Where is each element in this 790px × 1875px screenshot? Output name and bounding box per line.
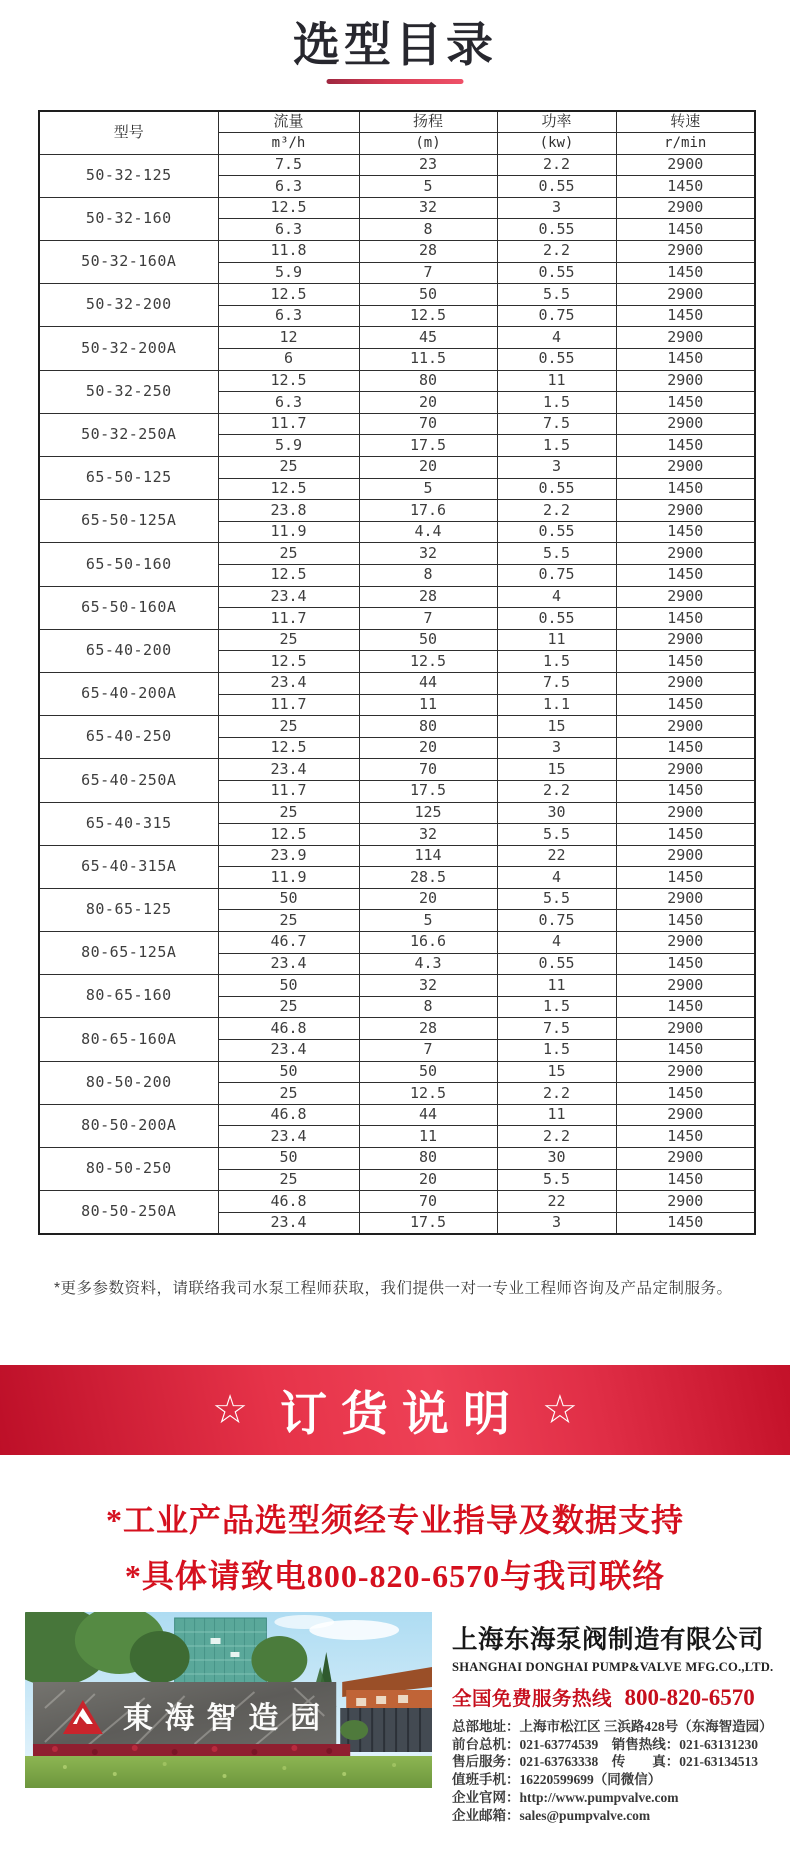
value-cell: 23.4 — [218, 759, 359, 781]
value-cell: 5 — [359, 910, 497, 932]
value-cell: 2900 — [616, 629, 755, 651]
value-cell: 1450 — [616, 1083, 755, 1105]
contact-line: 值班手机：16220599699（同微信） — [452, 1772, 662, 1788]
value-cell: 17.5 — [359, 780, 497, 802]
value-cell: 1450 — [616, 996, 755, 1018]
value-cell: 23.4 — [218, 672, 359, 694]
order-notices — [0, 1492, 790, 1604]
value-cell: 45 — [359, 327, 497, 349]
value-cell: 28 — [359, 241, 497, 263]
page-title: 选型目录 — [293, 18, 497, 71]
value-cell: 0.55 — [497, 521, 616, 543]
spec-table — [38, 110, 756, 1235]
value-cell: 1.5 — [497, 651, 616, 673]
value-cell: 11.9 — [218, 867, 359, 889]
model-cell: 65-50-125A — [39, 500, 218, 543]
order-banner — [0, 1365, 790, 1455]
value-cell: 25 — [218, 457, 359, 479]
value-cell: 2900 — [616, 888, 755, 910]
value-cell: 12.5 — [218, 564, 359, 586]
value-cell: 28.5 — [359, 867, 497, 889]
value-cell: 12.5 — [359, 1083, 497, 1105]
value-cell: 2.2 — [497, 241, 616, 263]
table-row — [39, 154, 755, 176]
value-cell: 5.5 — [497, 1169, 616, 1191]
model-cell: 65-40-315A — [39, 845, 218, 888]
value-cell: 25 — [218, 629, 359, 651]
model-cell: 80-50-250A — [39, 1191, 218, 1234]
value-cell: 5.5 — [497, 824, 616, 846]
table-row — [39, 759, 755, 781]
value-cell: 4 — [497, 586, 616, 608]
table-row — [39, 370, 755, 392]
value-cell: 0.75 — [497, 305, 616, 327]
header-flow: 流量 — [218, 111, 359, 133]
model-cell: 50-32-160A — [39, 241, 218, 284]
value-cell: 20 — [359, 392, 497, 414]
value-cell: 1450 — [616, 1212, 755, 1234]
value-cell: 22 — [497, 1191, 616, 1213]
value-cell: 12.5 — [359, 651, 497, 673]
value-cell: 11.7 — [218, 694, 359, 716]
spec-table-body — [39, 154, 755, 1234]
table-row — [39, 629, 755, 651]
model-cell: 65-40-200A — [39, 672, 218, 715]
photo-sign-text: 東海智造园 — [122, 1701, 333, 1736]
value-cell: 0.55 — [497, 608, 616, 630]
value-cell: 1450 — [616, 910, 755, 932]
value-cell: 7 — [359, 608, 497, 630]
value-cell: 125 — [359, 802, 497, 824]
value-cell: 50 — [359, 629, 497, 651]
value-cell: 20 — [359, 737, 497, 759]
value-cell: 46.7 — [218, 932, 359, 954]
header-head-unit: (m) — [359, 133, 497, 155]
value-cell: 4.4 — [359, 521, 497, 543]
value-cell: 20 — [359, 888, 497, 910]
value-cell: 28 — [359, 586, 497, 608]
value-cell: 2900 — [616, 284, 755, 306]
value-cell: 80 — [359, 716, 497, 738]
value-cell: 6.3 — [218, 392, 359, 414]
value-cell: 11 — [497, 370, 616, 392]
model-cell: 80-65-160 — [39, 975, 218, 1018]
value-cell: 2900 — [616, 845, 755, 867]
value-cell: 7.5 — [497, 672, 616, 694]
value-cell: 12 — [218, 327, 359, 349]
model-cell: 65-40-250A — [39, 759, 218, 802]
value-cell: 8 — [359, 219, 497, 241]
value-cell: 11.5 — [359, 349, 497, 371]
value-cell: 11 — [497, 1104, 616, 1126]
table-row — [39, 672, 755, 694]
value-cell: 11 — [359, 1126, 497, 1148]
value-cell: 17.5 — [359, 435, 497, 457]
value-cell: 5 — [359, 478, 497, 500]
value-cell: 2.2 — [497, 500, 616, 522]
value-cell: 12.5 — [218, 737, 359, 759]
value-cell: 32 — [359, 824, 497, 846]
value-cell: 23 — [359, 154, 497, 176]
value-cell: 15 — [497, 716, 616, 738]
table-row — [39, 1191, 755, 1213]
value-cell: 6.3 — [218, 305, 359, 327]
value-cell: 5.9 — [218, 262, 359, 284]
value-cell: 2900 — [616, 802, 755, 824]
value-cell: 7 — [359, 1040, 497, 1062]
value-cell: 80 — [359, 370, 497, 392]
value-cell: 17.5 — [359, 1212, 497, 1234]
value-cell: 6.3 — [218, 176, 359, 198]
value-cell: 4 — [497, 327, 616, 349]
value-cell: 1450 — [616, 780, 755, 802]
value-cell: 1450 — [616, 953, 755, 975]
value-cell: 5 — [359, 176, 497, 198]
notice-line-2: *具体请致电800-820-6570与我司联络 — [124, 1558, 666, 1594]
value-cell: 1450 — [616, 867, 755, 889]
table-row — [39, 327, 755, 349]
table-row — [39, 1018, 755, 1040]
model-cell: 50-32-125 — [39, 154, 218, 197]
value-cell: 5.5 — [497, 543, 616, 565]
value-cell: 4.3 — [359, 953, 497, 975]
value-cell: 5.5 — [497, 888, 616, 910]
value-cell: 50 — [218, 888, 359, 910]
table-row — [39, 284, 755, 306]
value-cell: 1450 — [616, 651, 755, 673]
value-cell: 25 — [218, 1083, 359, 1105]
value-cell: 2900 — [616, 370, 755, 392]
model-cell: 50-32-250A — [39, 413, 218, 456]
table-row — [39, 932, 755, 954]
value-cell: 11 — [497, 975, 616, 997]
value-cell: 2900 — [616, 672, 755, 694]
value-cell: 12.5 — [218, 651, 359, 673]
value-cell: 22 — [497, 845, 616, 867]
value-cell: 2900 — [616, 241, 755, 263]
value-cell: 1.5 — [497, 996, 616, 1018]
value-cell: 11 — [359, 694, 497, 716]
value-cell: 2900 — [616, 1061, 755, 1083]
value-cell: 0.55 — [497, 176, 616, 198]
header-model: 型号 — [39, 111, 218, 154]
value-cell: 4 — [497, 867, 616, 889]
value-cell: 7.5 — [497, 413, 616, 435]
value-cell: 20 — [359, 1169, 497, 1191]
value-cell: 1450 — [616, 564, 755, 586]
value-cell: 8 — [359, 996, 497, 1018]
value-cell: 30 — [497, 1148, 616, 1170]
value-cell: 3 — [497, 1212, 616, 1234]
value-cell: 2900 — [616, 716, 755, 738]
model-cell: 65-50-160 — [39, 543, 218, 586]
table-row — [39, 975, 755, 997]
value-cell: 2900 — [616, 932, 755, 954]
model-cell: 65-40-200 — [39, 629, 218, 672]
value-cell: 1450 — [616, 262, 755, 284]
value-cell: 12.5 — [218, 478, 359, 500]
value-cell: 12.5 — [218, 197, 359, 219]
value-cell: 46.8 — [218, 1018, 359, 1040]
table-row — [39, 888, 755, 910]
contact-lines — [452, 1718, 773, 1824]
star-left-icon: ☆ — [212, 1388, 248, 1432]
value-cell: 25 — [218, 716, 359, 738]
value-cell: 2.2 — [497, 1126, 616, 1148]
value-cell: 23.4 — [218, 586, 359, 608]
value-cell: 70 — [359, 1191, 497, 1213]
value-cell: 0.55 — [497, 262, 616, 284]
value-cell: 1450 — [616, 435, 755, 457]
value-cell: 11.7 — [218, 413, 359, 435]
value-cell: 11.7 — [218, 780, 359, 802]
value-cell: 0.55 — [497, 349, 616, 371]
table-row — [39, 241, 755, 263]
value-cell: 1450 — [616, 392, 755, 414]
header-row-1 — [39, 111, 755, 133]
value-cell: 0.55 — [497, 219, 616, 241]
value-cell: 44 — [359, 1104, 497, 1126]
value-cell: 1450 — [616, 737, 755, 759]
header-power: 功率 — [497, 111, 616, 133]
model-cell: 65-40-315 — [39, 802, 218, 845]
spec-table-wrap — [38, 110, 754, 1235]
value-cell: 1450 — [616, 608, 755, 630]
value-cell: 44 — [359, 672, 497, 694]
table-row — [39, 1061, 755, 1083]
photo-sign-wall — [33, 1682, 336, 1750]
value-cell: 50 — [218, 975, 359, 997]
value-cell: 1450 — [616, 694, 755, 716]
value-cell: 23.9 — [218, 845, 359, 867]
model-cell: 80-65-125A — [39, 932, 218, 975]
table-row — [39, 197, 755, 219]
photo-lawn — [25, 1756, 432, 1788]
hotline — [452, 1683, 767, 1711]
header-power-unit: (kw) — [497, 133, 616, 155]
value-cell: 0.55 — [497, 478, 616, 500]
banner-title: 订货说明 — [280, 1386, 524, 1440]
value-cell: 23.4 — [218, 1126, 359, 1148]
value-cell: 2900 — [616, 1148, 755, 1170]
model-cell: 80-50-200A — [39, 1104, 218, 1147]
value-cell: 25 — [218, 910, 359, 932]
value-cell: 1450 — [616, 1040, 755, 1062]
value-cell: 0.75 — [497, 564, 616, 586]
hotline-number: 800-820-6570 — [624, 1685, 755, 1710]
value-cell: 3 — [497, 197, 616, 219]
value-cell: 25 — [218, 996, 359, 1018]
value-cell: 3 — [497, 737, 616, 759]
value-cell: 12.5 — [218, 824, 359, 846]
notice-line-1: *工业产品选型须经专业指导及数据支持 — [105, 1502, 684, 1538]
value-cell: 1450 — [616, 824, 755, 846]
header-flow-unit: m³/h — [218, 133, 359, 155]
value-cell: 1.5 — [497, 435, 616, 457]
model-cell: 65-40-250 — [39, 716, 218, 759]
table-row — [39, 716, 755, 738]
value-cell: 2900 — [616, 759, 755, 781]
header-head: 扬程 — [359, 111, 497, 133]
value-cell: 2900 — [616, 975, 755, 997]
value-cell: 12.5 — [218, 284, 359, 306]
value-cell: 1450 — [616, 176, 755, 198]
table-row — [39, 457, 755, 479]
value-cell: 23.4 — [218, 953, 359, 975]
value-cell: 28 — [359, 1018, 497, 1040]
value-cell: 50 — [218, 1061, 359, 1083]
value-cell: 32 — [359, 975, 497, 997]
value-cell: 2.2 — [497, 1083, 616, 1105]
value-cell: 11.8 — [218, 241, 359, 263]
table-row — [39, 500, 755, 522]
photo-cloud — [274, 1615, 334, 1629]
value-cell: 12.5 — [218, 370, 359, 392]
value-cell: 1.5 — [497, 392, 616, 414]
value-cell: 2.2 — [497, 780, 616, 802]
value-cell: 70 — [359, 759, 497, 781]
company-photo — [25, 1612, 432, 1788]
value-cell: 2.2 — [497, 154, 616, 176]
header-speed: 转速 — [616, 111, 755, 133]
value-cell: 0.55 — [497, 953, 616, 975]
value-cell: 2900 — [616, 586, 755, 608]
table-row — [39, 845, 755, 867]
value-cell: 23.8 — [218, 500, 359, 522]
value-cell: 7 — [359, 262, 497, 284]
value-cell: 3 — [497, 457, 616, 479]
value-cell: 8 — [359, 564, 497, 586]
value-cell: 7.5 — [497, 1018, 616, 1040]
value-cell: 2900 — [616, 500, 755, 522]
value-cell: 70 — [359, 413, 497, 435]
model-cell: 65-50-160A — [39, 586, 218, 629]
value-cell: 2900 — [616, 543, 755, 565]
table-row — [39, 413, 755, 435]
value-cell: 30 — [497, 802, 616, 824]
value-cell: 25 — [218, 543, 359, 565]
value-cell: 11.9 — [218, 521, 359, 543]
value-cell: 46.8 — [218, 1104, 359, 1126]
value-cell: 32 — [359, 197, 497, 219]
value-cell: 32 — [359, 543, 497, 565]
photo-gate — [340, 1708, 432, 1752]
value-cell: 1450 — [616, 349, 755, 371]
value-cell: 20 — [359, 457, 497, 479]
value-cell: 50 — [218, 1148, 359, 1170]
contact-line: 企业邮箱：sales@pumpvalve.com — [452, 1807, 651, 1823]
model-cell: 50-32-200 — [39, 284, 218, 327]
header-speed-unit: r/min — [616, 133, 755, 155]
model-cell: 80-50-250 — [39, 1148, 218, 1191]
model-cell: 80-65-125 — [39, 888, 218, 931]
model-cell: 50-32-250 — [39, 370, 218, 413]
value-cell: 15 — [497, 1061, 616, 1083]
value-cell: 1.1 — [497, 694, 616, 716]
model-cell: 50-32-200A — [39, 327, 218, 370]
table-row — [39, 586, 755, 608]
value-cell: 1450 — [616, 305, 755, 327]
title-underline — [327, 79, 464, 84]
value-cell: 114 — [359, 845, 497, 867]
contact-line: 总部地址：上海市松江区 三浜路428号（东海智造园） — [452, 1719, 773, 1734]
value-cell: 25 — [218, 1169, 359, 1191]
value-cell: 2900 — [616, 457, 755, 479]
contact-line: 前台总机：021-63774539 销售热线：021-63131230 — [452, 1736, 758, 1752]
value-cell: 11.7 — [218, 608, 359, 630]
value-cell: 6.3 — [218, 219, 359, 241]
value-cell: 6 — [218, 349, 359, 371]
model-cell: 80-65-160A — [39, 1018, 218, 1061]
photo-flowers — [33, 1744, 350, 1758]
value-cell: 2900 — [616, 327, 755, 349]
table-row — [39, 1148, 755, 1170]
value-cell: 17.6 — [359, 500, 497, 522]
value-cell: 1450 — [616, 478, 755, 500]
value-cell: 23.4 — [218, 1212, 359, 1234]
company-info-block — [452, 1620, 774, 1824]
value-cell: 1450 — [616, 1126, 755, 1148]
contact-line: 企业官网：http://www.pumpvalve.com — [452, 1789, 679, 1805]
value-cell: 1450 — [616, 1169, 755, 1191]
contact-line: 售后服务：021-63763338 传 真：021-63134513 — [452, 1754, 758, 1770]
star-right-icon: ☆ — [542, 1388, 578, 1432]
value-cell: 5.5 — [497, 284, 616, 306]
value-cell: 25 — [218, 802, 359, 824]
model-cell: 65-50-125 — [39, 457, 218, 500]
value-cell: 5.9 — [218, 435, 359, 457]
value-cell: 11 — [497, 629, 616, 651]
table-row — [39, 802, 755, 824]
value-cell: 2900 — [616, 197, 755, 219]
value-cell: 1450 — [616, 521, 755, 543]
value-cell: 0.75 — [497, 910, 616, 932]
value-cell: 46.8 — [218, 1191, 359, 1213]
value-cell: 16.6 — [359, 932, 497, 954]
value-cell: 2900 — [616, 154, 755, 176]
value-cell: 1450 — [616, 219, 755, 241]
company-name-cn: 上海东海泵阀制造有限公司 — [452, 1626, 765, 1654]
value-cell: 2900 — [616, 413, 755, 435]
table-note: *更多参数资料，请联络我司水泵工程师获取，我们提供一对一专业工程师咨询及产品定制服务。 — [54, 1280, 733, 1297]
model-cell: 50-32-160 — [39, 197, 218, 240]
value-cell: 80 — [359, 1148, 497, 1170]
value-cell: 23.4 — [218, 1040, 359, 1062]
value-cell: 2900 — [616, 1191, 755, 1213]
value-cell: 2900 — [616, 1104, 755, 1126]
hotline-label: 全国免费服务热线 — [452, 1688, 613, 1710]
company-name-en: SHANGHAI DONGHAI PUMP&VALVE MFG.CO.,LTD. — [452, 1660, 774, 1674]
value-cell: 50 — [359, 1061, 497, 1083]
table-row — [39, 543, 755, 565]
value-cell: 4 — [497, 932, 616, 954]
value-cell: 12.5 — [359, 305, 497, 327]
value-cell: 7.5 — [218, 154, 359, 176]
model-cell: 80-50-200 — [39, 1061, 218, 1104]
table-row — [39, 1104, 755, 1126]
value-cell: 2900 — [616, 1018, 755, 1040]
value-cell: 1.5 — [497, 1040, 616, 1062]
value-cell: 15 — [497, 759, 616, 781]
value-cell: 50 — [359, 284, 497, 306]
